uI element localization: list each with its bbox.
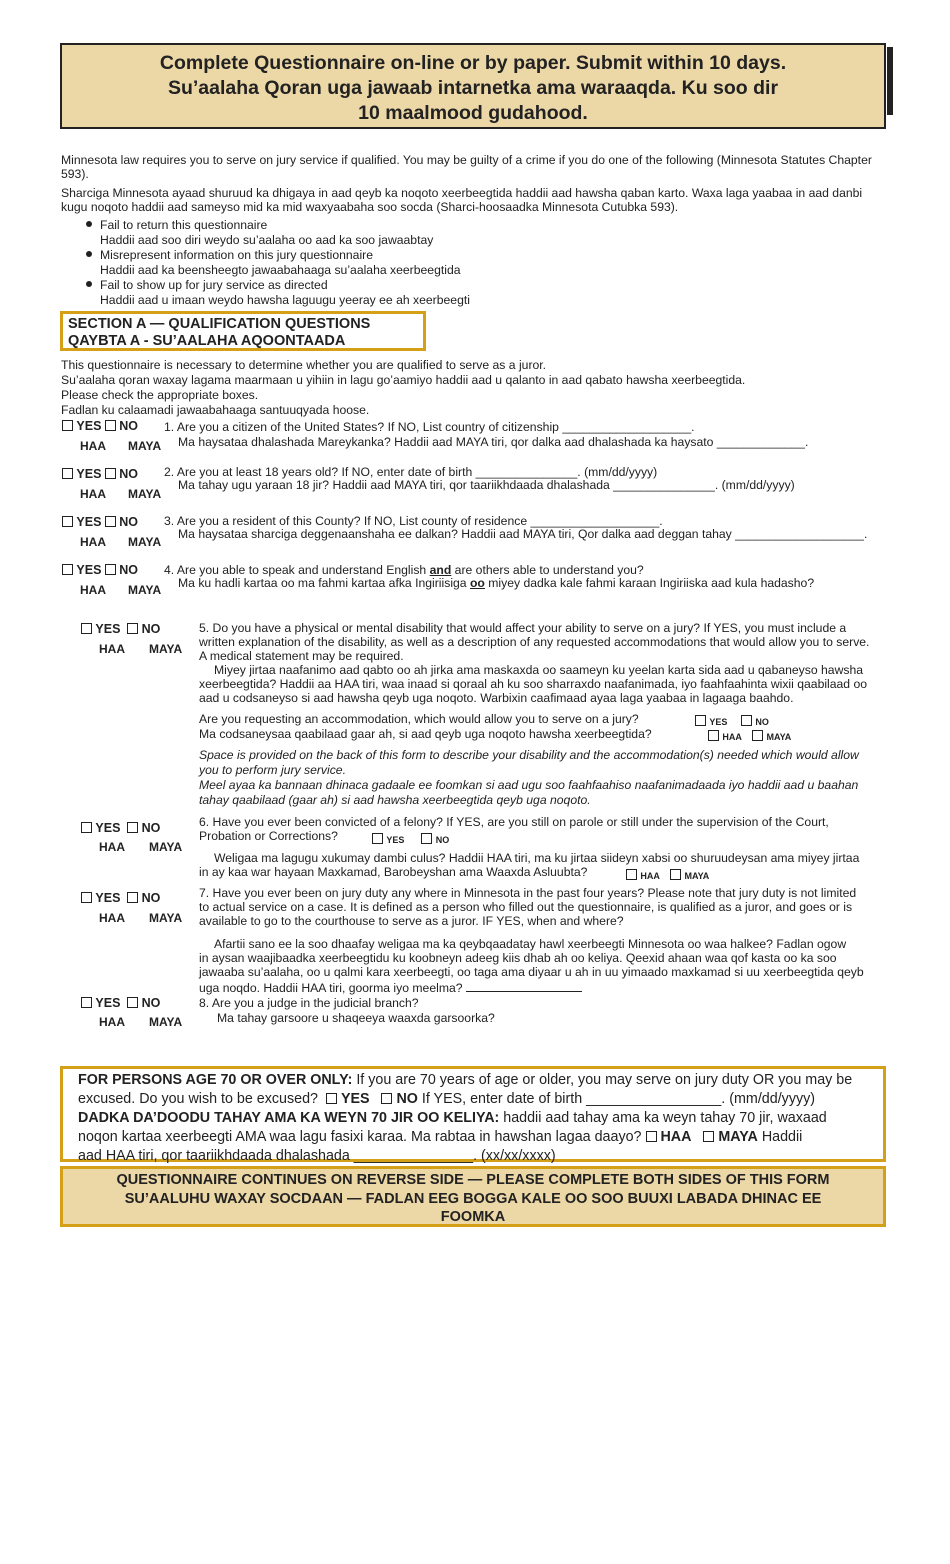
intro-en-1: Minnesota law requires you to serve on jury service if qualified. You may be guilty of a crime if you do one of the following (Minnesota Statutes Chapter bbox=[61, 153, 872, 167]
q6-so-1: Weligaa ma lagugu xukumay dambi culus? Haddii HAA tiri, ma ku jirtaa siideyn xabsi oo shuruudeysan ama miyey jirtaa bbox=[214, 851, 860, 865]
age70-so-heading: DADKA DA’DOODU TAHAY AMA KA WEYN 70 JIR OO KELIYA: bbox=[78, 1110, 500, 1126]
q6-parole-no-checkbox[interactable] bbox=[421, 833, 432, 844]
q7-yes-no bbox=[81, 891, 160, 906]
q5-note-so-1: Meel ayaa ka bannaan dhinaca gadaale ee foomkan si aad ugu soo faahfaahiso naafanimadaada iyo haddii aad u baahan bbox=[199, 778, 859, 792]
q5-so-2: xeerbeegtida? Haddii aa HAA tiri, waa inaad si qoraal ah ku soo sharraxdo naafanimada, iyo faahfaahinta wixii qaabilaad oo bbox=[199, 677, 868, 691]
haa-label: HAA bbox=[99, 1015, 125, 1029]
q4-yes-no bbox=[62, 563, 138, 578]
age70-so-question: noqon kartaa xeerbeegti AMA waa lagu fasixi karaa. Ma rabtaa in hawshan lagaa daayo? bbox=[78, 1129, 642, 1145]
yes-label: YES bbox=[386, 835, 405, 845]
q4-en-emphasis: and bbox=[429, 563, 452, 577]
q6-parole-yes-no bbox=[372, 832, 449, 848]
continues-line-1: QUESTIONNAIRE CONTINUES ON REVERSE SIDE — PLEASE COMPLETE BOTH SIDES OF THIS FORM bbox=[116, 1172, 830, 1188]
q5-en-2: written explanation of the disability, as well as a description of any requested accommodations that would allow you to serve. bbox=[199, 635, 870, 649]
no-label: NO bbox=[435, 835, 450, 845]
q5-no-checkbox[interactable] bbox=[127, 623, 138, 634]
section-a-intro-4: Fadlan ku calaamadi jawaabahaaga santuuqyada hoose. bbox=[61, 403, 370, 417]
maya-label: MAYA bbox=[128, 583, 162, 597]
q2-so: Ma tahay ugu yaraan 18 jir? Haddii aad MAYA tiri, qor taariikhdaada dhalashada _______________. (mm/dd/yyyy) bbox=[178, 478, 795, 492]
haa-label: HAA bbox=[80, 487, 106, 501]
q1-yes-checkbox[interactable] bbox=[62, 420, 73, 431]
haa-label: HAA bbox=[722, 732, 742, 742]
q6-parole-haa-maya bbox=[626, 868, 709, 884]
q5-accommodation-yes-checkbox[interactable] bbox=[695, 715, 706, 726]
q7-en-2: to actual service on a case. It is defined as a person who filled out the questionnaire, is qualified as a juror, and goes or is bbox=[199, 900, 853, 914]
q7-answer-line[interactable] bbox=[466, 981, 582, 992]
haa-label: HAA bbox=[99, 840, 125, 854]
maya-label: MAYA bbox=[128, 535, 162, 549]
age70-en-question: excused. Do you wish to be excused? bbox=[78, 1091, 319, 1107]
q7-so-2: in aysan waajibaadka xeerbeegtidu ku koobneyn adeeg kiis dhab ah oo keliya. Qeexid ahaan waa qof kasta oo ka soo bbox=[199, 951, 837, 965]
maya-label: MAYA bbox=[149, 642, 183, 656]
q4-en-part: are others able to understand you? bbox=[451, 563, 644, 577]
q6-yes-checkbox[interactable] bbox=[81, 822, 92, 833]
no-label: NO bbox=[755, 717, 769, 727]
q1-no-checkbox[interactable] bbox=[105, 420, 116, 431]
age-70-box bbox=[60, 1066, 886, 1162]
age70-haa-checkbox[interactable] bbox=[646, 1131, 657, 1142]
q3-no-checkbox[interactable] bbox=[105, 516, 116, 527]
yes-label: YES bbox=[95, 996, 121, 1010]
q3-so: Ma haysataa sharciga deggenaanshaha ee dalkan? Haddii aad MAYA tiri, Qor dalka aad deggan tahay ___________________. bbox=[178, 527, 868, 541]
q4-so-emphasis: oo bbox=[469, 576, 485, 590]
age70-en-line-1 bbox=[78, 1071, 883, 1090]
q8-en: 8. Are you a judge in the judicial branch? bbox=[199, 996, 419, 1010]
q4-so-part: Ma ku hadli kartaa oo ma fahmi kartaa afka Ingiriisiga bbox=[178, 576, 470, 590]
haa-label: HAA bbox=[640, 871, 660, 881]
q3-en: 3. Are you a resident of this County? If NO, List county of residence ___________________. bbox=[164, 514, 663, 528]
q1-yes-no bbox=[62, 419, 138, 434]
no-label: NO bbox=[119, 515, 138, 529]
age70-maya-checkbox[interactable] bbox=[703, 1131, 714, 1142]
yes-label: YES bbox=[340, 1091, 370, 1107]
q7-so-1: Afartii sano ee la soo dhaafay weligaa ma ka qeybqaadatay hawl xeerbeegti Minnesota oo waa halkee? Fadlan ogow bbox=[214, 937, 847, 951]
banner-shadow bbox=[887, 47, 893, 115]
age70-en-line-2 bbox=[78, 1090, 883, 1109]
intro-so-1: Sharciga Minnesota ayaad shuruud ka dhigaya in aad qeyb ka noqoto xeerbeegtida haddii aad hawsha qaban karto. Waxa laga yaabaa in aad danbi bbox=[61, 186, 863, 200]
bullet-so: Haddii aad u imaan weydo hawsha laguugu yeeray ee ah xeerbeegti bbox=[100, 293, 470, 307]
age70-so-text: haddii aad tahay ama ka weyn tahay 70 jir, waxaad bbox=[499, 1110, 827, 1126]
maya-label: MAYA bbox=[718, 1129, 758, 1145]
yes-label: YES bbox=[95, 622, 121, 636]
no-label: NO bbox=[141, 891, 161, 905]
bullet-item bbox=[86, 278, 328, 293]
q5-accommodation-so: Ma codsaneysaa qaabilaad gaar ah, si aad qeyb uga noqoto hawsha xeerbeegtida? bbox=[199, 727, 652, 741]
maya-label: MAYA bbox=[149, 840, 183, 854]
q8-yes-no bbox=[81, 996, 160, 1011]
q5-note-en-2: you to perform jury service. bbox=[199, 763, 346, 777]
maya-label: MAYA bbox=[766, 732, 792, 742]
no-label: NO bbox=[119, 563, 138, 577]
q4-en-part: 4. Are you able to speak and understand English bbox=[164, 563, 430, 577]
age70-so-line-3: aad HAA tiri, qor taariikhdaada dhalashada _______________. (xx/xx/xxxx) bbox=[78, 1148, 556, 1164]
age70-yes-checkbox[interactable] bbox=[326, 1093, 337, 1104]
haa-label: HAA bbox=[80, 439, 106, 453]
q5-accommodation-haa-maya bbox=[708, 729, 791, 745]
q6-parole-haa-checkbox[interactable] bbox=[626, 869, 637, 880]
no-label: NO bbox=[141, 622, 161, 636]
yes-label: YES bbox=[76, 467, 102, 481]
age70-no-checkbox[interactable] bbox=[381, 1093, 392, 1104]
no-label: NO bbox=[119, 419, 138, 433]
q5-en-3: A medical statement may be required. bbox=[199, 649, 404, 663]
q1-en: 1. Are you a citizen of the United States? If NO, List country of citizenship ___________________. bbox=[164, 420, 695, 434]
bullet-so: Haddii aad soo diri weydo su’aalaha oo aad ka soo jawaabtay bbox=[100, 233, 434, 247]
q5-accommodation-en: Are you requesting an accommodation, which would allow you to serve on a jury? bbox=[199, 712, 639, 726]
age70-en-dob: If YES, enter date of birth _________________. (mm/dd/yyyy) bbox=[417, 1091, 816, 1107]
q6-yes-no bbox=[81, 821, 160, 836]
maya-label: MAYA bbox=[149, 911, 183, 925]
q8-yes-checkbox[interactable] bbox=[81, 997, 92, 1008]
haa-label: HAA bbox=[80, 535, 106, 549]
no-label: NO bbox=[396, 1091, 418, 1107]
q5-note-en-1: Space is provided on the back of this form to describe your disability and the accommodation(s) needed which would allow bbox=[199, 748, 859, 762]
section-a-title-en: SECTION A — QUALIFICATION QUESTIONS bbox=[68, 316, 371, 332]
q6-parole-yes-checkbox[interactable] bbox=[372, 833, 383, 844]
q5-so-3: aad u codsaneyso si aad hawsha qeyb uga noqoto. Warbixin caafimaad ayaa laga yaabaa in lagaaga baahdo. bbox=[199, 691, 794, 705]
q4-so bbox=[178, 576, 814, 591]
q7-yes-checkbox[interactable] bbox=[81, 892, 92, 903]
q5-yes-checkbox[interactable] bbox=[81, 623, 92, 634]
intro-en-2: 593). bbox=[61, 167, 89, 181]
q5-yes-no bbox=[81, 622, 160, 637]
q6-parole-maya-checkbox[interactable] bbox=[670, 869, 681, 880]
intro-so-2: kugu noqoto haddii aad sameyso mid ka mid waxyaabaha soo socda (Sharci-hoosaadka Minnesota Cutubka 593). bbox=[61, 200, 679, 214]
q6-en-2: Probation or Corrections? bbox=[199, 829, 338, 843]
banner-line-2: Su’aalaha Qoran uga jawaab intarnetka ama waraaqda. Ku soo dir bbox=[167, 77, 779, 99]
q2-yes-no bbox=[62, 467, 138, 482]
q6-no-checkbox[interactable] bbox=[127, 822, 138, 833]
q5-accommodation-no-checkbox[interactable] bbox=[741, 715, 752, 726]
banner-line-1: Complete Questionnaire on-line or by paper. Submit within 10 days. bbox=[159, 52, 787, 74]
age70-en-text: If you are 70 years of age or older, you may serve on jury duty OR you may be bbox=[352, 1072, 853, 1088]
section-a-intro-1: This questionnaire is necessary to determine whether you are qualified to serve as a juror. bbox=[61, 358, 547, 372]
section-a-intro-3: Please check the appropriate boxes. bbox=[61, 388, 259, 402]
age70-so-line-2 bbox=[78, 1128, 883, 1147]
q4-yes-checkbox[interactable] bbox=[62, 564, 73, 575]
q5-accommodation-maya-checkbox[interactable] bbox=[752, 730, 763, 741]
q2-yes-checkbox[interactable] bbox=[62, 468, 73, 479]
age70-so-line-1 bbox=[78, 1109, 883, 1128]
maya-label: MAYA bbox=[128, 487, 162, 501]
q7-en-3: available to go to the courthouse to serve as a juror. IF YES, when and where? bbox=[199, 914, 624, 928]
q7-en-1: 7. Have you ever been on jury duty any where in Minnesota in the past four years? Please note that jury duty is not limited bbox=[199, 886, 857, 900]
q7-so-3: jawaaba su’aalaha, oo u qalmi kara xeerbeegti, oo taga ama diyaar u ah in uu yimaado maxkamad si uu xeerbeegtida qeyb bbox=[199, 965, 864, 979]
continues-reverse-box bbox=[60, 1166, 886, 1227]
bullet-icon bbox=[86, 221, 92, 227]
yes-label: YES bbox=[95, 821, 121, 835]
age70-so-tail: Haddii bbox=[757, 1129, 803, 1145]
no-label: NO bbox=[141, 996, 161, 1010]
q6-en-1: 6. Have you ever been convicted of a felony? If YES, are you still on parole or still under the supervision of the Court, bbox=[199, 815, 829, 829]
bullet-en: Fail to show up for jury service as directed bbox=[100, 278, 328, 292]
haa-label: HAA bbox=[660, 1129, 692, 1145]
q8-no-checkbox[interactable] bbox=[127, 997, 138, 1008]
continues-line-3: FOOMKA bbox=[440, 1209, 506, 1225]
no-label: NO bbox=[141, 821, 161, 835]
q5-so-1: Miyey jirtaa naafanimo aad qabto oo ah jirka ama maskaxda oo saameyn ku yeelan karta sida aad u qabaneyso hawsha bbox=[214, 663, 864, 677]
q3-yes-no bbox=[62, 515, 138, 530]
haa-label: HAA bbox=[80, 583, 106, 597]
yes-label: YES bbox=[95, 891, 121, 905]
bullet-en: Fail to return this questionnaire bbox=[100, 218, 268, 232]
bullet-item bbox=[86, 218, 267, 233]
bullet-so: Haddii aad ka beensheegto jawaabahaaga su’aalaha xeerbeegtida bbox=[100, 263, 461, 277]
yes-label: YES bbox=[76, 563, 102, 577]
maya-label: MAYA bbox=[128, 439, 162, 453]
section-a-title-so: QAYBTA A - SU’AALAHA AQOONTAADA bbox=[68, 333, 346, 349]
yes-label: YES bbox=[76, 515, 102, 529]
q7-so-4-text: uga noqdo. Haddii HAA tiri, goorma iyo meelma? bbox=[199, 981, 463, 995]
q6-so-2: in ay kaa war hayaan Maxkamad, Barobeyshan ama Waaxda Asluubta? bbox=[199, 865, 588, 879]
yes-label: YES bbox=[709, 717, 728, 727]
no-label: NO bbox=[119, 467, 138, 481]
maya-label: MAYA bbox=[149, 1015, 183, 1029]
q5-accommodation-yes-no bbox=[695, 714, 769, 730]
haa-label: HAA bbox=[99, 642, 125, 656]
banner-line-3: 10 maalmood gudahood. bbox=[358, 102, 588, 124]
q8-so: Ma tahay garsoore u shaqeeya waaxda garsoorka? bbox=[217, 1011, 495, 1025]
q5-en-1: 5. Do you have a physical or mental disability that would affect your ability to serve on a jury? If YES, you must include a bbox=[199, 621, 847, 635]
bullet-en: Misrepresent information on this jury questionnaire bbox=[100, 248, 373, 262]
q7-so-4 bbox=[199, 981, 582, 996]
section-a-intro-2: Su’aalaha qoran waxay lagama maarmaan u yihiin in lagu go’aamiyo haddii aad u qalanto in aad qabato hawsha xeerbeegtida. bbox=[61, 373, 746, 387]
section-a-title bbox=[60, 311, 426, 351]
q4-so-part: miyey dadka kale fahmi karaan Ingiriiska aad kula hadasho? bbox=[484, 576, 815, 590]
q4-no-checkbox[interactable] bbox=[105, 564, 116, 575]
bullet-icon bbox=[86, 251, 92, 257]
q3-yes-checkbox[interactable] bbox=[62, 516, 73, 527]
age70-en-heading: FOR PERSONS AGE 70 OR OVER ONLY: bbox=[78, 1072, 353, 1088]
bullet-icon bbox=[86, 281, 92, 287]
q2-en: 2. Are you at least 18 years old? If NO, enter date of birth _______________. (mm/dd/yyyy) bbox=[164, 465, 658, 479]
q2-no-checkbox[interactable] bbox=[105, 468, 116, 479]
yes-label: YES bbox=[76, 419, 102, 433]
continues-line-2: SU’AALUHU WAXAY SOCDAAN — FADLAN EEG BOGGA KALE OO SOO BUUXI LABADA DHINAC EE bbox=[124, 1190, 822, 1207]
q1-so: Ma haysataa dhalashada Mareykanka? Haddii aad MAYA tiri, qor dalka aad dhalashada ka haysato _____________. bbox=[178, 435, 809, 449]
bullet-item bbox=[86, 248, 373, 263]
maya-label: MAYA bbox=[684, 871, 710, 881]
q7-no-checkbox[interactable] bbox=[127, 892, 138, 903]
q5-accommodation-haa-checkbox[interactable] bbox=[708, 730, 719, 741]
header-banner bbox=[60, 43, 886, 129]
haa-label: HAA bbox=[99, 911, 125, 925]
q5-note-so-2: tahay qaabilaad (gaar ah) si aad hawsha xeerbeegtida qeyb uga noqoto. bbox=[199, 793, 591, 807]
